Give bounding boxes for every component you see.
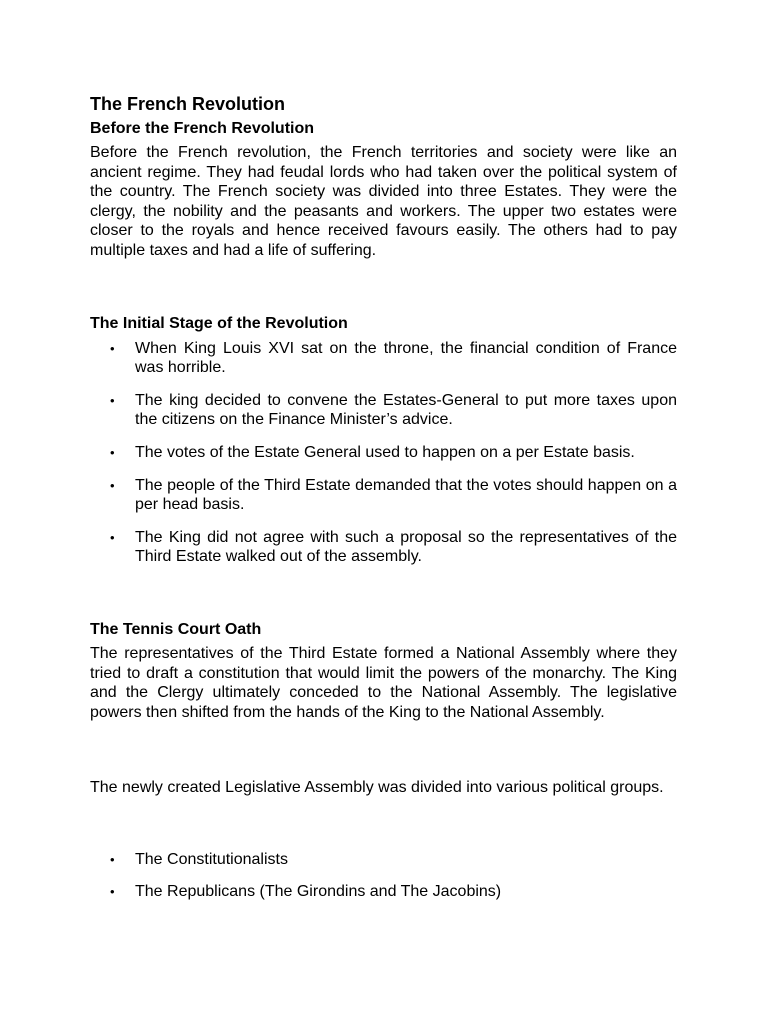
paragraph-tennis-court-oath: The representatives of the Third Estate formed a National Assembly where they tried to draft a constitution that would limit the powers of the monarchy. The King and the Clergy ultimately conceded to the National Assembly. The legislative powers then shifted from the hands of the King to the National Assembly.: [90, 644, 677, 721]
bullet-icon: •: [110, 392, 115, 408]
list-item: [90, 850, 677, 870]
initial-stage-bullet-list: [90, 339, 677, 567]
list-item-text: The Constitutionalists: [135, 850, 288, 868]
list-item-text: The Republicans (The Girondins and The Jacobins): [135, 883, 502, 901]
bullet-icon: •: [110, 340, 115, 356]
list-item-text: The votes of the Estate General used to happen on a per Estate basis.: [135, 443, 635, 461]
list-item: [90, 391, 677, 430]
list-item-text: The King did not agree with such a proposal so the representatives of the Third Estate walked out of the assembly.: [135, 528, 677, 566]
document-title: The French Revolution: [90, 94, 286, 114]
list-item: [90, 339, 677, 378]
heading-tennis-court-oath: The Tennis Court Oath: [90, 620, 262, 638]
paragraph-legislative-assembly: The newly created Legislative Assembly was divided into various political groups.: [90, 779, 664, 797]
bullet-icon: •: [110, 529, 115, 545]
bullet-icon: •: [110, 851, 115, 867]
heading-before-revolution: Before the French Revolution: [90, 120, 315, 137]
list-item: [90, 443, 677, 463]
paragraph-before-revolution: Before the French revolution, the French territories and society were like an ancient regime. They had feudal lords who had taken over the political system of the country. The French society was divided into three Estates. They were the clergy, the nobility and the peasants and workers. The upper two estates were closer to the royals and hence received favours easily. The others had to pay multiple taxes and had a life of suffering.: [90, 144, 677, 259]
bullet-icon: •: [110, 884, 115, 900]
list-item-text: The people of the Third Estate demanded that the votes should happen on a per head basis.: [135, 476, 677, 514]
list-item-text: When King Louis XVI sat on the throne, the financial condition of France was horrible.: [135, 339, 677, 377]
list-item: [90, 476, 677, 515]
document-page: [90, 92, 677, 902]
list-item: [90, 528, 677, 567]
bullet-icon: •: [110, 444, 115, 460]
political-groups-list: [90, 850, 677, 902]
bullet-icon: •: [110, 477, 115, 493]
list-item-text: The king decided to convene the Estates-General to put more taxes upon the citizens on the Finance Minister’s advice.: [135, 391, 677, 429]
list-item: [90, 882, 677, 902]
heading-initial-stage: The Initial Stage of the Revolution: [90, 314, 348, 332]
